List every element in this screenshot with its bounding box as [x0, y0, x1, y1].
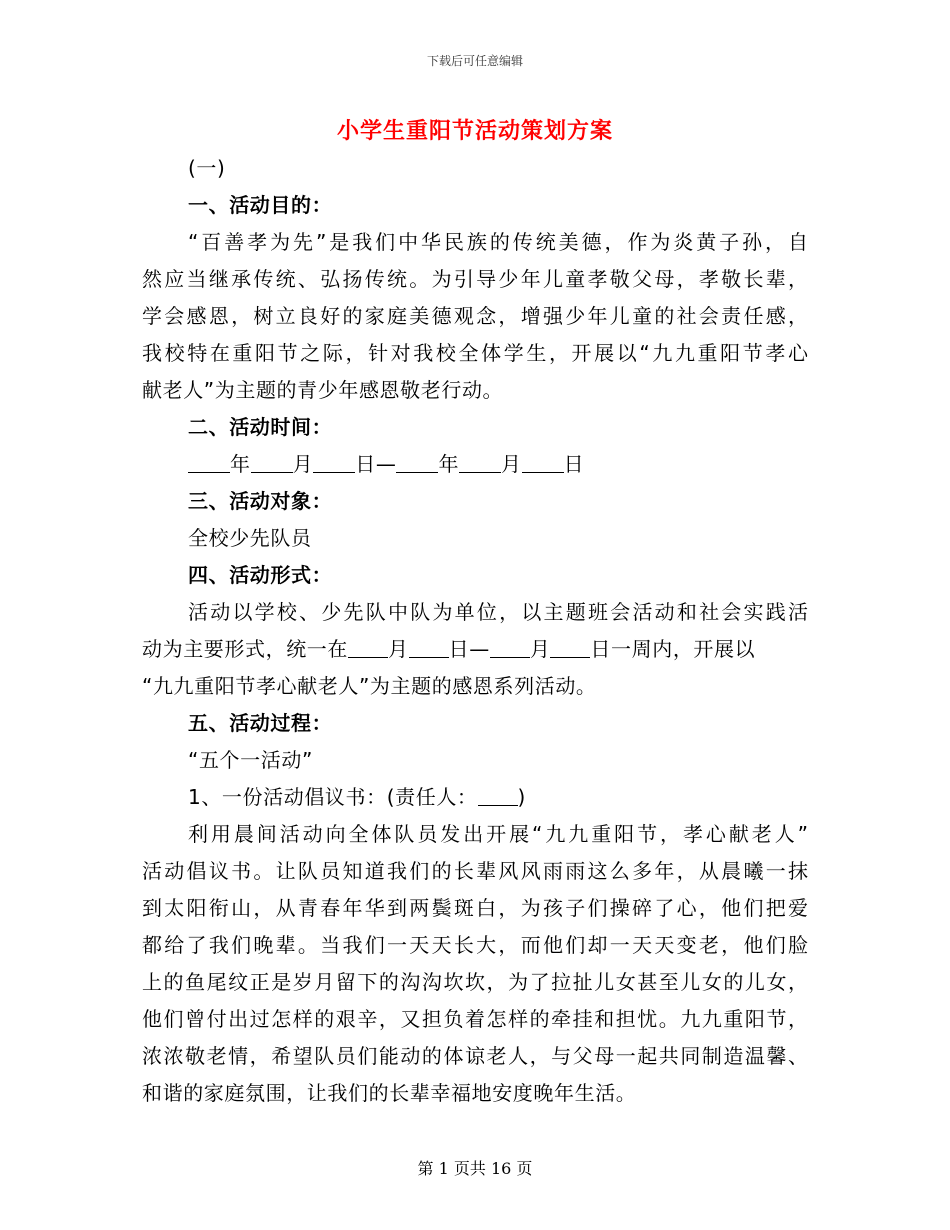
paragraph-line: 都给了我们晚辈。当我们一天天长大，而他们却一天天变老，他们脸: [142, 933, 808, 957]
heading-time: 二、活动时间：: [188, 415, 333, 439]
day-label: 日: [563, 452, 585, 476]
text-fragment: 日—: [448, 637, 490, 661]
year-blank: [188, 448, 230, 473]
text-fragment: 月: [529, 637, 551, 661]
paragraph-line: “百善孝为先”是我们中华民族的传统美德，作为炎黄子孙，自: [188, 230, 808, 254]
month-label: 月: [501, 452, 522, 476]
month-blank: [348, 633, 388, 658]
paragraph-line: 我校特在重阳节之际，针对我校全体学生，开展以“九九重阳节孝心: [142, 341, 808, 365]
heading-target: 三、活动对象：: [188, 489, 333, 513]
section-number: (一): [188, 156, 226, 180]
year-label: 年: [230, 452, 251, 476]
paragraph-line: 然应当继承传统、弘扬传统。为引导少年儿童孝敬父母，孝敬长辈，: [142, 267, 808, 291]
day-blank: [409, 633, 449, 658]
date-dash: —: [375, 452, 397, 476]
subheading: “五个一活动”: [188, 748, 313, 772]
paragraph-line: 献老人”为主题的青少年感恩敬老行动。: [142, 378, 504, 402]
paragraph-line: 和谐的家庭氛围，让我们的长辈幸福地安度晚年生活。: [142, 1081, 637, 1105]
paragraph-line: “九九重阳节孝心献老人”为主题的感恩系列活动。: [142, 674, 597, 698]
text-fragment: 日一周内，开展以: [590, 637, 756, 661]
page-header: 下载后可任意编辑: [426, 54, 523, 68]
document-body: [142, 150, 808, 1112]
paragraph-line: 到太阳衔山，从青春年华到两鬓斑白，为孩子们操碎了心，他们把爱: [142, 896, 808, 920]
paragraph-line: 利用晨间活动向全体队员发出开展“九九重阳节，孝心献老人”: [188, 822, 808, 846]
item-title: [142, 779, 808, 816]
year-label: 年: [438, 452, 460, 476]
text-fragment: 1、一份活动倡议书：(责任人：: [188, 785, 478, 809]
date-range-line: [142, 446, 808, 483]
document-title: 小学生重阳节活动策划方案: [336, 119, 613, 144]
paragraph-line: [142, 631, 808, 668]
month-blank: [490, 633, 530, 658]
heading-form: 四、活动形式：: [188, 563, 333, 587]
paragraph-line: 他们曾付出过怎样的艰辛，又担负着怎样的牵挂和担忧。九九重阳节，: [142, 1007, 808, 1031]
month-label: 月: [292, 452, 314, 476]
year-blank: [396, 448, 438, 473]
text-fragment: ): [517, 785, 526, 809]
paragraph-line: 学会感恩，树立良好的家庭美德观念，增强少年儿童的社会责任感，: [142, 304, 808, 328]
month-blank: [459, 448, 501, 473]
responsible-blank: [478, 781, 518, 806]
day-label: 日: [355, 452, 376, 476]
day-blank: [522, 448, 564, 473]
paragraph-line: 活动倡议书。让队员知道我们的长辈风风雨雨这么多年，从晨曦一抹: [142, 859, 808, 883]
paragraph-line: 浓浓敬老情，希望队员们能动的体谅老人，与父母一起共同制造温馨、: [142, 1044, 808, 1068]
heading-purpose: 一、活动目的：: [188, 193, 333, 217]
text-fragment: 月: [388, 637, 409, 661]
paragraph-line: 上的鱼尾纹正是岁月留下的沟沟坎坎，为了拉扯儿女甚至儿女的儿女，: [142, 970, 808, 994]
paragraph-line: 活动以学校、少先队中队为单位，以主题班会活动和社会实践活: [188, 600, 808, 624]
day-blank: [313, 448, 355, 473]
day-blank: [550, 633, 590, 658]
target-text: 全校少先队员: [188, 526, 312, 550]
page-footer: 第 1 页共 16 页: [417, 1159, 533, 1178]
text-fragment: 动为主要形式，统一在: [142, 637, 348, 661]
month-blank: [251, 448, 293, 473]
heading-process: 五、活动过程：: [188, 711, 333, 735]
